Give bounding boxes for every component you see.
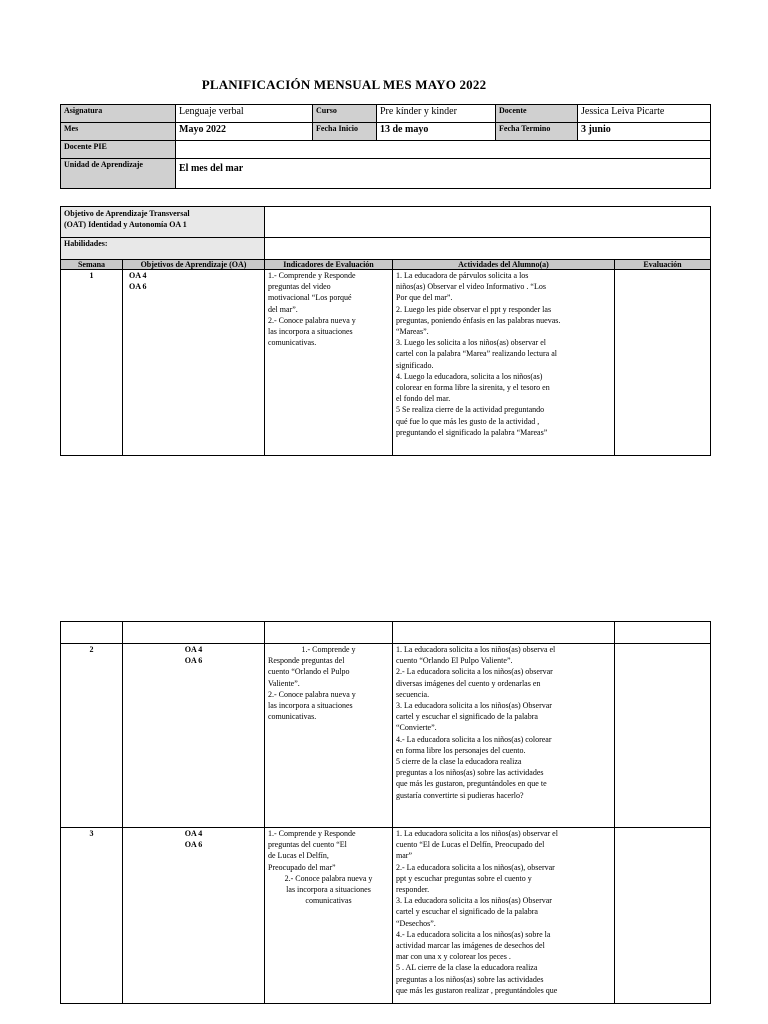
cell-line: preguntando el significado la palabra “Mareas” — [396, 427, 548, 437]
oa-item: OA 4 — [184, 829, 203, 838]
habilidades-value — [265, 238, 711, 260]
cell-line: “Mareas”. — [396, 327, 429, 337]
header-evaluacion: Evaluación — [615, 260, 711, 270]
cell-line: “Desechos”. — [396, 918, 436, 928]
curso-value: Pre kínder y kinder — [377, 105, 496, 123]
cell-line: que más les gustaron realizar , preguntándoles que — [396, 985, 558, 995]
cell-line: 1.- Comprende y Responde — [268, 829, 356, 838]
oa-item: OA 6 — [184, 840, 203, 850]
cell-line: mar” — [396, 851, 412, 861]
cell-line: cartel con la palabra “Marea” realizando lectura al — [396, 349, 558, 359]
cell-line: preguntas a los niños(as) sobre las actividades — [396, 974, 544, 984]
curso-label: Curso — [313, 105, 377, 123]
mes-label: Mes — [61, 123, 176, 141]
cell-line: 5 cierre de la clase la educadora realiza — [396, 757, 522, 767]
evaluacion-cell — [615, 644, 711, 828]
oat-line-1: Objetivo de Aprendizaje Transversal — [64, 209, 190, 218]
actividades-cell — [393, 644, 615, 828]
empty-header-cell — [265, 622, 393, 644]
cell-line: el fondo del mar. — [396, 394, 451, 404]
cell-line: significado. — [396, 360, 434, 370]
fecha-inicio-value: 13 de mayo — [377, 123, 496, 141]
cell-line: preguntas, poniendo énfasis en las palabras nuevas. — [396, 315, 561, 325]
table-row — [61, 644, 711, 828]
cell-line: las incorpora a situaciones — [286, 885, 371, 895]
cell-line: comunicativas. — [268, 712, 317, 722]
cell-line: diversas imágenes del cuento y ordenarlas en — [396, 678, 541, 688]
docente-pie-value — [176, 141, 711, 159]
page-title: PLANIFICACIÓN MENSUAL MES MAYO 2022 — [201, 77, 487, 92]
cell-line: 1. La educadora de párvulos solicita a los — [396, 271, 529, 280]
cell-line: cuento “Orlando El Pulpo Valiente”. — [396, 656, 513, 666]
empty-header-cell — [393, 622, 615, 644]
cell-line: “Convierte”. — [396, 723, 437, 733]
header-indicadores: Indicadores de Evaluación — [265, 260, 393, 270]
cell-line: 1. La educadora solicita a los niños(as) observa el — [396, 645, 556, 654]
cell-line: que más les gustaron, preguntándoles en que te — [396, 779, 547, 789]
table-row — [61, 270, 711, 456]
header-actividades: Actividades del Alumno(a) — [393, 260, 615, 270]
oa-cell — [123, 270, 265, 456]
cell-line: qué fue lo que más les gusto de la actividad , — [396, 416, 540, 426]
cell-line: las incorpora a situaciones — [268, 327, 353, 337]
cell-line: motivacional “Los porqué — [268, 293, 352, 303]
week-number: 1 — [61, 270, 123, 456]
docente-label: Docente — [496, 105, 578, 123]
docente-value: Jessica Leiva Picarte — [578, 105, 711, 123]
cell-line: del mar”. — [268, 304, 298, 314]
fecha-termino-label: Fecha Termino — [496, 123, 578, 141]
cell-line: preguntas del video — [268, 282, 331, 292]
indicadores-cell — [265, 270, 393, 456]
cell-line: Por que del mar”. — [396, 293, 453, 303]
evaluacion-cell — [615, 270, 711, 456]
empty-header-cell — [123, 622, 265, 644]
cell-line: 1. La educadora solicita a los niños(as) observar el — [396, 829, 558, 838]
fecha-inicio-label: Fecha Inicio — [313, 123, 377, 141]
cell-line: gustaría convertirte si pudieras hacerlo? — [396, 790, 524, 800]
indicadores-cell — [265, 644, 393, 828]
mes-value: Mayo 2022 — [176, 123, 313, 141]
empty-header-cell — [615, 622, 711, 644]
cell-line: Preocupado del mar” — [268, 862, 336, 872]
cell-line: 3. La educadora solicita a los niños(as) Observar — [396, 701, 552, 711]
indicadores-cell — [265, 828, 393, 1004]
cell-line: de Lucas el Delfín, — [268, 851, 329, 861]
cell-line: cuento “El de Lucas el Delfín, Preocupado del — [396, 840, 545, 850]
cell-line: 2.- La educadora solicita a los niños(as) observar — [396, 667, 553, 677]
evaluacion-cell — [615, 828, 711, 1004]
cell-line: responder. — [396, 885, 430, 895]
cell-line: mar con una x y colorear los peces . — [396, 952, 511, 962]
cell-line: 2. Luego les pide observar el ppt y responder las — [396, 304, 552, 314]
docente-pie-label: Docente PIE — [61, 141, 176, 159]
cell-line: en forma libre los personajes del cuento. — [396, 745, 526, 755]
cell-line: 5 . AL cierre de la clase la educadora realiza — [396, 963, 538, 973]
cell-line: niños(as) Observar el video Informativo . “Los — [396, 282, 546, 292]
oa-item: OA 4 — [129, 271, 147, 280]
week-number: 3 — [61, 828, 123, 1004]
oat-value — [265, 207, 711, 238]
cell-line: preguntas a los niños(as) sobre las actividades — [396, 768, 544, 778]
cell-line: actividad marcar las imágenes de desechos del — [396, 941, 545, 951]
asignatura-value: Lenguaje verbal — [176, 105, 313, 123]
oat-line-2: (OAT) Identidad y Autonomía OA 1 — [64, 220, 187, 230]
header-objetivos: Objetivos de Aprendizaje (OA) — [123, 260, 265, 270]
week-number: 2 — [61, 644, 123, 828]
cell-line: 4.- La educadora solicita a los niños(as) sobre la — [396, 929, 551, 939]
cell-line: 2.- Conoce palabra nueva y — [268, 689, 356, 699]
cell-line: 1.- Comprende y Responde — [268, 271, 356, 280]
cell-line: cartel y escuchar el significado de la palabra — [396, 907, 538, 917]
cell-line: ppt y escuchar preguntas sobre el cuento y — [396, 873, 532, 883]
oa-cell — [123, 828, 265, 1004]
actividades-cell — [393, 270, 615, 456]
cell-line: colorear en forma libre la sirenita, y el tesoro en — [396, 383, 550, 393]
oa-item: OA 4 — [184, 645, 203, 654]
cell-line: 4. Luego la educadora, solicita a los niños(as) — [396, 371, 543, 381]
cell-line: 3. La educadora solicita a los niños(as) Observar — [396, 896, 552, 906]
cell-line: 3. Luego les solicita a los niños(as) observar el — [396, 338, 546, 348]
cell-line: cuento “Orlando el Pulpo — [268, 667, 350, 677]
plan-table-week-1 — [60, 206, 711, 456]
empty-header-cell — [61, 622, 123, 644]
cell-line: cartel y escuchar el significado de la palabra — [396, 712, 538, 722]
cell-line: 4.- La educadora solicita a los niños(as) colorear — [396, 734, 552, 744]
fecha-termino-value: 3 junio — [578, 123, 711, 141]
actividades-cell — [393, 828, 615, 1004]
cell-line: Responde preguntas del — [268, 656, 345, 666]
plan-table-weeks-2-3 — [60, 621, 711, 1004]
cell-line: preguntas del cuento “El — [268, 840, 347, 850]
cell-line: secuencia. — [396, 689, 430, 699]
cell-line: 2.- Conoce palabra nueva y — [284, 873, 373, 883]
cell-line: 1.- Comprende y — [301, 645, 356, 654]
cell-line: 2.- Conoce palabra nueva y — [268, 315, 356, 325]
cell-line: comunicativas. — [268, 338, 317, 348]
oa-item: OA 6 — [129, 282, 147, 292]
unidad-value: El mes del mar — [176, 159, 711, 189]
info-table — [60, 104, 711, 189]
table-row — [61, 828, 711, 1004]
asignatura-label: Asignatura — [61, 105, 176, 123]
cell-line: Valiente”. — [268, 678, 300, 688]
oa-cell — [123, 644, 265, 828]
cell-line: las incorpora a situaciones — [268, 701, 353, 711]
unidad-label: Unidad de Aprendizaje — [61, 159, 176, 189]
oa-item: OA 6 — [184, 656, 203, 666]
cell-line: comunicativas — [305, 896, 352, 906]
cell-line: 5 Se realiza cierre de la actividad preguntando — [396, 405, 545, 415]
header-semana: Semana — [61, 260, 123, 270]
habilidades-label: Habilidades: — [61, 238, 265, 260]
cell-line: 2.- La educadora solicita a los niños(as), observar — [396, 862, 555, 872]
oat-label — [61, 207, 265, 238]
